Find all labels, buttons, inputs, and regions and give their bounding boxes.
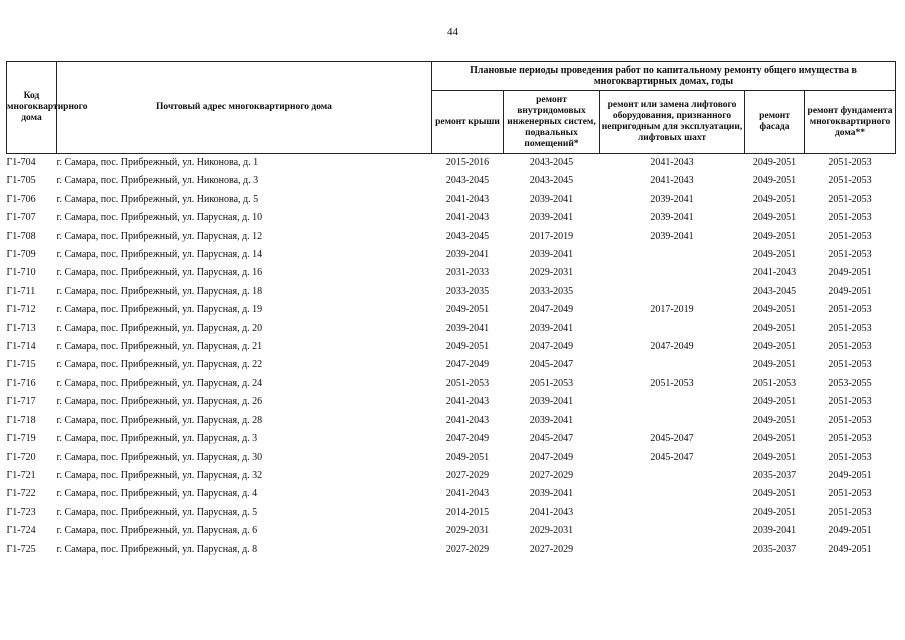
row-foundation-period: 2049-2051: [828, 543, 872, 555]
row-foundation-period: 2049-2051: [828, 267, 872, 279]
row-systems-period: 2017-2019: [529, 230, 574, 242]
row-code: Г1-707: [6, 212, 36, 224]
row-code: Г1-719: [6, 433, 36, 445]
row-lift-period: 2045-2047: [650, 451, 694, 463]
row-address: г. Самара, пос. Прибрежный, ул. Парусная, д. 32: [56, 469, 263, 481]
row-code: Г1-705: [6, 175, 36, 187]
row-facade-period: 2049-2051: [752, 157, 797, 168]
row-systems-period: 2043-2045: [529, 157, 574, 168]
table-header: [7, 62, 896, 154]
row-roof-period: 2047-2049: [445, 359, 490, 371]
row-foundation-period: 2051-2053: [828, 433, 872, 445]
row-roof-period: 2039-2041: [445, 322, 490, 334]
page-number: 44: [447, 26, 458, 38]
row-systems-period: 2039-2041: [529, 249, 574, 261]
row-lift-period: [600, 504, 745, 522]
row-address: г. Самара, пос. Прибрежный, ул. Парусная, д. 5: [56, 506, 258, 518]
row-foundation-period: 2051-2053: [828, 193, 872, 205]
table-row: [7, 320, 896, 338]
row-facade-period: 2049-2051: [752, 396, 797, 408]
row-code: Г1-721: [6, 469, 36, 481]
table-row: [7, 209, 896, 227]
row-address: г. Самара, пос. Прибрежный, ул. Парусная, д. 6: [56, 525, 258, 537]
row-lift-period: 2039-2041: [650, 212, 694, 224]
row-facade-period: 2049-2051: [752, 414, 797, 426]
row-lift-period: [600, 467, 745, 485]
row-code: Г1-706: [6, 193, 36, 205]
row-roof-period: 2051-2053: [445, 377, 490, 389]
row-systems-period: 2029-2031: [529, 267, 574, 279]
row-systems-period: 2041-2043: [529, 506, 574, 518]
row-facade-period: 2049-2051: [752, 359, 797, 371]
row-facade-period: 2049-2051: [752, 212, 797, 224]
table-row: [7, 356, 896, 374]
row-lift-period: 2041-2043: [650, 175, 694, 187]
row-address: г. Самара, пос. Прибрежный, ул. Парусная, д. 16: [56, 267, 263, 279]
row-roof-period: 2041-2043: [445, 212, 490, 224]
row-address: г. Самара, пос. Прибрежный, ул. Никонова, д. 1: [56, 157, 259, 168]
row-roof-period: 2047-2049: [445, 433, 490, 445]
table-row: [7, 522, 896, 540]
table-row: [7, 504, 896, 522]
row-address: г. Самара, пос. Прибрежный, ул. Парусная, д. 24: [56, 377, 263, 389]
table-row: [7, 393, 896, 411]
row-facade-period: 2039-2041: [752, 525, 797, 537]
row-address: г. Самара, пос. Прибрежный, ул. Парусная, д. 14: [56, 249, 263, 261]
header-foundation-repair: ремонт фундамента многоквартирного дома**: [805, 91, 896, 154]
row-foundation-period: 2051-2053: [828, 414, 872, 426]
row-code: Г1-712: [6, 304, 36, 316]
row-facade-period: 2049-2051: [752, 175, 797, 187]
row-foundation-period: 2051-2053: [828, 341, 872, 353]
row-lift-period: [600, 320, 745, 338]
row-lift-period: 2039-2041: [650, 193, 694, 205]
row-facade-period: 2049-2051: [752, 488, 797, 500]
row-code: Г1-704: [6, 157, 36, 168]
row-foundation-period: 2049-2051: [828, 469, 872, 481]
row-address: г. Самара, пос. Прибрежный, ул. Парусная, д. 30: [56, 451, 263, 463]
row-foundation-period: 2049-2051: [828, 525, 872, 537]
table-row: [7, 485, 896, 503]
row-address: г. Самара, пос. Прибрежный, ул. Парусная, д. 3: [56, 433, 258, 445]
row-foundation-period: 2051-2053: [828, 175, 872, 187]
row-foundation-period: 2051-2053: [828, 506, 872, 518]
table-row: [7, 191, 896, 209]
row-roof-period: 2043-2045: [445, 175, 490, 187]
row-foundation-period: 2051-2053: [828, 322, 872, 334]
row-systems-period: 2039-2041: [529, 322, 574, 334]
row-address: г. Самара, пос. Прибрежный, ул. Парусная, д. 10: [56, 212, 263, 224]
row-foundation-period: 2051-2053: [828, 451, 872, 463]
row-facade-period: 2049-2051: [752, 451, 797, 463]
table-row: [7, 430, 896, 448]
row-roof-period: 2043-2045: [445, 230, 490, 242]
row-foundation-period: 2053-2055: [828, 377, 872, 389]
row-foundation-period: 2049-2051: [828, 285, 872, 297]
row-lift-period: [600, 393, 745, 411]
row-facade-period: 2049-2051: [752, 193, 797, 205]
table-row: [7, 228, 896, 246]
capital-repair-schedule-table: [6, 61, 896, 559]
row-code: Г1-714: [6, 341, 36, 353]
table-row: [7, 246, 896, 264]
row-code: Г1-711: [6, 285, 36, 297]
row-code: Г1-720: [6, 451, 36, 463]
row-facade-period: 2041-2043: [752, 267, 797, 279]
row-lift-period: 2051-2053: [650, 377, 694, 389]
row-code: Г1-710: [6, 267, 36, 279]
row-address: г. Самара, пос. Прибрежный, ул. Парусная, д. 18: [56, 285, 263, 297]
row-address: г. Самара, пос. Прибрежный, ул. Парусная, д. 22: [56, 359, 263, 371]
row-facade-period: 2035-2037: [752, 469, 797, 481]
row-systems-period: 2047-2049: [529, 451, 574, 463]
row-roof-period: 2041-2043: [445, 414, 490, 426]
row-roof-period: 2049-2051: [445, 341, 490, 353]
row-lift-period: [600, 412, 745, 430]
row-address: г. Самара, пос. Прибрежный, ул. Парусная, д. 12: [56, 230, 263, 242]
row-foundation-period: 2051-2053: [828, 359, 872, 371]
row-facade-period: 2049-2051: [752, 341, 797, 353]
row-address: г. Самара, пос. Прибрежный, ул. Парусная, д. 20: [56, 322, 263, 334]
row-foundation-period: 2051-2053: [828, 249, 872, 261]
row-code: Г1-708: [6, 230, 36, 242]
header-group-planned-periods: Плановые периоды проведения работ по капитальному ремонту общего имущества в многоквартирных домах, годы: [432, 62, 896, 91]
header-lift-repair: ремонт или замена лифтового оборудования, признанного непригодным для эксплуатации, лифтовых шахт: [600, 91, 745, 154]
row-roof-period: 2033-2035: [445, 285, 490, 297]
row-code: Г1-718: [6, 414, 36, 426]
row-systems-period: 2047-2049: [529, 341, 574, 353]
row-code: Г1-722: [6, 488, 36, 500]
row-systems-period: 2051-2053: [529, 377, 574, 389]
row-facade-period: 2049-2051: [752, 249, 797, 261]
row-facade-period: 2035-2037: [752, 543, 797, 555]
row-lift-period: [600, 522, 745, 540]
row-code: Г1-715: [6, 359, 36, 371]
row-lift-period: [600, 264, 745, 282]
table-row: [7, 264, 896, 282]
table-row: [7, 467, 896, 485]
row-systems-period: 2027-2029: [529, 543, 574, 555]
header-code: Код многоквартирного дома: [7, 62, 57, 154]
row-roof-period: 2039-2041: [445, 249, 490, 261]
row-systems-period: 2043-2045: [529, 175, 574, 187]
header-facade-repair: ремонт фасада: [745, 91, 805, 154]
table-row: [7, 283, 896, 301]
row-code: Г1-713: [6, 322, 36, 334]
row-roof-period: 2041-2043: [445, 396, 490, 408]
row-roof-period: 2015-2016: [445, 157, 490, 168]
table-row: [7, 412, 896, 430]
row-facade-period: 2049-2051: [752, 506, 797, 518]
row-systems-period: 2039-2041: [529, 193, 574, 205]
row-code: Г1-716: [6, 377, 36, 389]
row-facade-period: 2049-2051: [752, 304, 797, 316]
row-roof-period: 2029-2031: [445, 525, 490, 537]
row-address: г. Самара, пос. Прибрежный, ул. Парусная, д. 8: [56, 543, 258, 555]
row-foundation-period: 2051-2053: [828, 488, 872, 500]
row-code: Г1-717: [6, 396, 36, 408]
row-foundation-period: 2051-2053: [828, 304, 872, 316]
row-foundation-period: 2051-2053: [828, 157, 872, 168]
row-systems-period: 2039-2041: [529, 212, 574, 224]
row-systems-period: 2039-2041: [529, 488, 574, 500]
row-lift-period: [600, 246, 745, 264]
row-address: г. Самара, пос. Прибрежный, ул. Никонова, д. 5: [56, 193, 259, 205]
row-lift-period: 2017-2019: [650, 304, 694, 316]
table-row: [7, 449, 896, 467]
header-address: Почтовый адрес многоквартирного дома: [57, 62, 432, 154]
row-lift-period: 2041-2043: [650, 157, 694, 168]
row-code: Г1-723: [6, 506, 36, 518]
row-facade-period: 2049-2051: [752, 230, 797, 242]
row-code: Г1-725: [6, 543, 36, 555]
row-foundation-period: 2051-2053: [828, 230, 872, 242]
row-lift-period: [600, 541, 745, 559]
row-roof-period: 2049-2051: [445, 304, 490, 316]
row-code: Г1-709: [6, 249, 36, 261]
table-row: [7, 541, 896, 559]
row-systems-period: 2047-2049: [529, 304, 574, 316]
row-lift-period: 2047-2049: [650, 341, 694, 353]
row-roof-period: 2041-2043: [445, 488, 490, 500]
row-facade-period: 2051-2053: [752, 377, 797, 389]
table-row: [7, 338, 896, 356]
row-systems-period: 2039-2041: [529, 414, 574, 426]
row-address: г. Самара, пос. Прибрежный, ул. Парусная, д. 28: [56, 414, 263, 426]
row-address: г. Самара, пос. Прибрежный, ул. Парусная, д. 26: [56, 396, 263, 408]
row-roof-period: 2027-2029: [445, 543, 490, 555]
row-lift-period: [600, 356, 745, 374]
row-roof-period: 2027-2029: [445, 469, 490, 481]
row-roof-period: 2049-2051: [445, 451, 490, 463]
row-systems-period: 2045-2047: [529, 359, 574, 371]
row-systems-period: 2033-2035: [529, 285, 574, 297]
table-body: [7, 154, 896, 559]
table-row: [7, 172, 896, 190]
row-systems-period: 2029-2031: [529, 525, 574, 537]
header-roof-repair: ремонт крыши: [432, 91, 504, 154]
row-address: г. Самара, пос. Прибрежный, ул. Никонова, д. 3: [56, 175, 259, 187]
row-roof-period: 2041-2043: [445, 193, 490, 205]
row-lift-period: [600, 485, 745, 503]
table-row: [7, 375, 896, 393]
row-facade-period: 2049-2051: [752, 322, 797, 334]
row-lift-period: [600, 283, 745, 301]
row-facade-period: 2043-2045: [752, 285, 797, 297]
row-code: Г1-724: [6, 525, 36, 537]
row-lift-period: 2045-2047: [650, 433, 694, 445]
row-systems-period: 2039-2041: [529, 396, 574, 408]
table-row: [7, 301, 896, 319]
row-foundation-period: 2051-2053: [828, 212, 872, 224]
row-address: г. Самара, пос. Прибрежный, ул. Парусная, д. 4: [56, 488, 258, 500]
row-lift-period: 2039-2041: [650, 230, 694, 242]
table-row: [7, 154, 896, 173]
row-roof-period: 2014-2015: [445, 506, 490, 518]
row-roof-period: 2031-2033: [445, 267, 490, 279]
row-address: г. Самара, пос. Прибрежный, ул. Парусная, д. 21: [56, 341, 263, 353]
row-foundation-period: 2051-2053: [828, 396, 872, 408]
row-address: г. Самара, пос. Прибрежный, ул. Парусная, д. 19: [56, 304, 263, 316]
row-facade-period: 2049-2051: [752, 433, 797, 445]
header-systems-repair: ремонт внутридомовых инженерных систем, подвальных помещений*: [504, 91, 600, 154]
row-systems-period: 2027-2029: [529, 469, 574, 481]
row-systems-period: 2045-2047: [529, 433, 574, 445]
